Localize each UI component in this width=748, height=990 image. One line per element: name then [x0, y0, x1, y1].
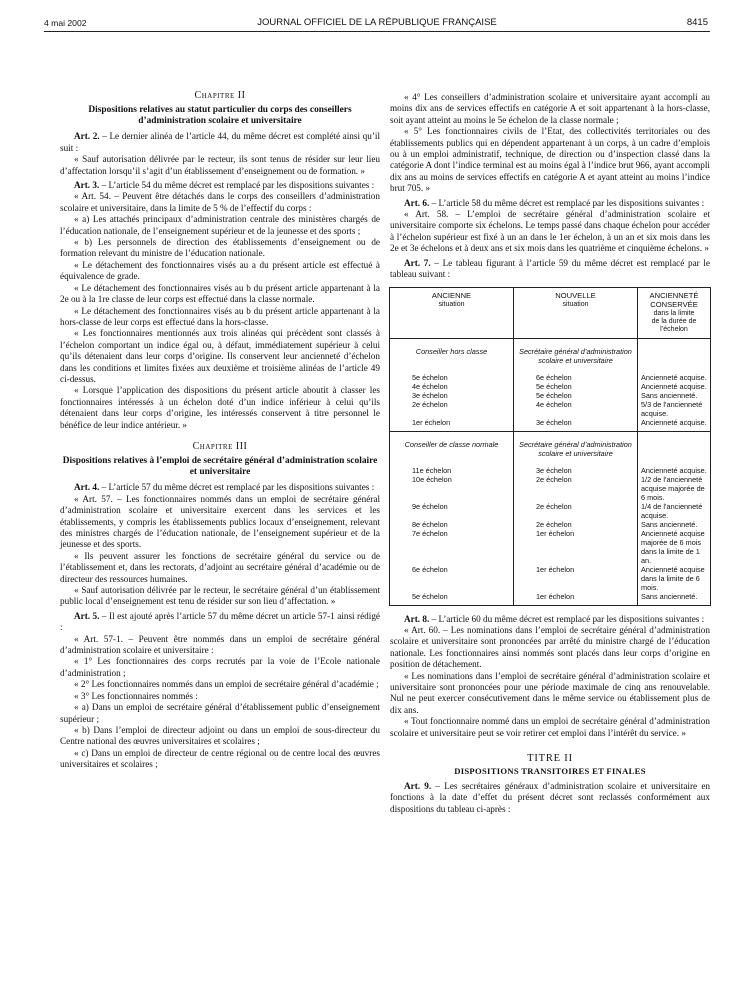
cell-new-echelon: 5e échelon: [514, 391, 638, 400]
quote-paragraph: « Tout fonctionnaire nommé dans un emploi de secrétaire général d’administration scolaire et universitaire peut se voir retirer cet emploi dans l’intérêt du service. »: [390, 716, 710, 738]
cell-seniority: Ancienneté acquise majorée de 6 mois dans la limite de 1 an.: [638, 529, 711, 565]
table-row: [390, 565, 711, 592]
table-section-head: [390, 431, 711, 466]
cell-new-echelon: 6e échelon: [514, 373, 638, 382]
quote-paragraph: « Sauf autorisation délivrée par le recteur, ils sont tenus de résider sur leur lieu d’affectation lorsqu’il s’agit d’un établissement d’enseignement ou de formation. »: [60, 154, 380, 176]
quote-paragraph: « Lorsque l’application des dispositions du présent article aboutit à classer les fonctionnaires intéressés à un échelon doté d’un indice inférieur à celui qu’ils détenaient dans leur corps d’origine, les intéressés conservent à titre personnel le bénéfice de leur indice antérieur. »: [60, 385, 380, 430]
article-label: Art. 7.: [404, 257, 431, 268]
quote-paragraph: « 2° Les fonctionnaires nommés dans un emploi de secrétaire général d’académie ;: [74, 679, 379, 690]
cell-seniority: Ancienneté acquise.: [638, 466, 711, 475]
table-row: [390, 502, 711, 520]
quote-paragraph: « Art. 57. – Les fonctionnaires nommés dans un emploi de secrétaire général d’administration scolaire et universitaire exercent dans les services et les établissements, y compris les établissements publics locaux d’enseignement, relevant des ministres chargés de l’éducation nationale, de l’enseignement supérieur et de la jeunesse et des sports.: [60, 493, 380, 550]
table-header-new: NOUVELLE situation: [514, 287, 638, 338]
table-row: [390, 592, 711, 606]
header-date: 4 mai 2002: [44, 18, 87, 28]
article-text: – Les secrétaires généraux d’administration scolaire et universitaire en fonctions à la date d’effet du présent décret sont reclassés conformément aux dispositions du tableau ci-après :: [390, 780, 710, 814]
section-old-grade: Conseiller de classe normale: [390, 431, 514, 466]
cell-new-echelon: 2e échelon: [514, 502, 638, 520]
article-paragraph: [60, 611, 380, 634]
cell-seniority: Ancienneté acquise.: [638, 382, 711, 391]
chapter-heading: Chapitre III: [192, 440, 248, 452]
article-text: – L’article 54 du même décret est remplacé par les dispositions suivantes :: [99, 180, 375, 191]
quote-paragraph: « 3° Les fonctionnaires nommés :: [74, 690, 198, 701]
cell-new-echelon: 5e échelon: [514, 382, 638, 391]
table-header-seniority: ANCIENNETÉ CONSERVÉE dans la limite de la durée de l’échelon: [638, 287, 711, 338]
cell-old-echelon: 3e échelon: [390, 391, 514, 400]
table-row: [390, 391, 711, 400]
page-header: [44, 17, 710, 32]
article-text: – Il est ajouté après l’article 57 du même décret un article 57-1 ainsi rédigé :: [60, 610, 381, 633]
article-label: Art. 5.: [74, 610, 100, 621]
quote-paragraph: « Art. 60. – Les nominations dans l’emploi de secrétaire général d’administration scolaire et universitaire sont prononcées par arrêté du ministre chargé de l’éducation nationale. Les fonctionnaires ainsi nommés sont placés dans leur corps d’origine en position de détachement.: [390, 624, 710, 670]
cell-old-echelon: 6e échelon: [390, 565, 514, 592]
cell-new-echelon: 3e échelon: [514, 418, 638, 432]
article-text: – L’article 57 du même décret est remplacé par les dispositions suivantes :: [99, 482, 375, 493]
article-paragraph: [390, 258, 710, 281]
table-section-head: [390, 338, 711, 373]
table-header-old: ANCIENNE situation: [390, 287, 514, 338]
article-text: – Le dernier alinéa de l’article 44, du même décret est complété ainsi qu’il suit :: [60, 131, 380, 153]
quote-paragraph: « c) Dans un emploi de directeur de centre régional ou de centre local des œuvres universitaires et scolaires ;: [60, 747, 380, 770]
article-label: Art. 8.: [404, 613, 430, 624]
table-row: [390, 529, 711, 565]
quote-paragraph: « Les nominations dans l’emploi de secrétaire général d’administration scolaire et universitaire sont prononcées pour une période maximale de cinq ans renouvelable. Nul ne peut exercer consécutivement dans le même service ou établissement plus de dix ans.: [390, 670, 710, 715]
cell-seniority: 1/4 de l’ancienneté acquise.: [638, 502, 711, 520]
article-paragraph: [60, 482, 380, 493]
article-paragraph: [60, 131, 380, 154]
cell-new-echelon: 1er échelon: [514, 565, 638, 592]
table-row: [390, 400, 711, 418]
article-label: Art. 9.: [404, 780, 432, 791]
quote-paragraph: « Art. 57-1. – Peuvent être nommés dans un emploi de secrétaire général d’administration scolaire et universitaire :: [60, 633, 380, 656]
article-paragraph: [60, 180, 380, 191]
cell-new-echelon: 2e échelon: [514, 520, 638, 529]
article-label: Art. 2.: [74, 131, 100, 142]
article-paragraph: [390, 198, 710, 209]
article-text: – L’article 58 du même décret est remplacé par les dispositions suivantes :: [429, 197, 705, 208]
left-column: [60, 90, 380, 771]
cell-old-echelon: 5e échelon: [390, 373, 514, 382]
article-label: Art. 3.: [74, 180, 100, 191]
cell-old-echelon: 5e échelon: [390, 592, 514, 606]
cell-new-echelon: 1er échelon: [514, 529, 638, 565]
article-paragraph: [390, 781, 710, 815]
cell-old-echelon: 8e échelon: [390, 520, 514, 529]
titre-heading: TITRE II: [527, 752, 573, 764]
cell-old-echelon: 1er échelon: [390, 418, 514, 432]
cell-old-echelon: 7e échelon: [390, 529, 514, 565]
article-label: Art. 6.: [404, 197, 430, 208]
cell-old-echelon: 10e échelon: [390, 475, 514, 502]
section-old-grade: Conseiller hors classe: [390, 338, 514, 373]
cell-seniority: Ancienneté acquise.: [638, 373, 711, 382]
cell-old-echelon: 11e échelon: [390, 466, 514, 475]
titre-subtitle: DISPOSITIONS TRANSITOIRES ET FINALES: [454, 766, 646, 777]
quote-paragraph: « Le détachement des fonctionnaires visés au b du présent article appartenant à la 2e ou à la 1re classe de leur corps est effectué dans la classe normale.: [60, 282, 380, 305]
quote-paragraph: « Le détachement des fonctionnaires visés au b du présent article appartenant à la hors-classe de leur corps est effectué dans la hors-classe.: [60, 305, 380, 327]
cell-new-echelon: 3e échelon: [514, 466, 638, 475]
article-text: – L’article 60 du même décret est remplacé par les dispositions suivantes :: [429, 613, 705, 624]
article-text: – Le tableau figurant à l’article 59 du même décret est remplacé par le tableau suivant :: [390, 257, 711, 280]
cell-seniority: Ancienneté acquise.: [638, 418, 711, 432]
cell-seniority: Sans ancienneté.: [638, 520, 711, 529]
cell-seniority: Sans ancienneté.: [638, 592, 711, 606]
section-new-grade: Secrétaire général d’administration scolaire et universitaire: [514, 338, 638, 373]
quote-paragraph: « Art. 54. – Peuvent être détachés dans le corps des conseillers d’administration scolaire et universitaire, dans la limite de 5 % de l’effectif du corps :: [60, 191, 380, 213]
table-row: [390, 373, 711, 382]
cell-seniority: Ancienneté acquise dans la limite de 6 mois.: [638, 565, 711, 592]
cell-old-echelon: 9e échelon: [390, 502, 514, 520]
quote-paragraph: « 4° Les conseillers d’administration scolaire et universitaire ayant accompli au moins dix ans de services effectifs en catégorie A et soit appartenant à la hors-classe, soit ayant atteint au moins le 5e échelon de la classe normale ;: [390, 92, 710, 125]
table-row: [390, 520, 711, 529]
quote-paragraph: « Sauf autorisation délivrée par le recteur, le secrétaire général d’un établissement public local d’enseignement est tenu de résider sur son lieu d’affectation. »: [60, 585, 380, 607]
quote-paragraph: « 1° Les fonctionnaires des corps recrutés par la voie de l’Ecole nationale d’administration ;: [60, 656, 380, 678]
quote-paragraph: « Le détachement des fonctionnaires visés au a du présent article est effectué à équivalence de grade.: [60, 259, 380, 282]
cell-old-echelon: 4e échelon: [390, 382, 514, 391]
cell-new-echelon: 4e échelon: [514, 400, 638, 418]
quote-paragraph: « Art. 58. – L’emploi de secrétaire général d’administration scolaire et universitaire comporte six échelons. Le temps passé dans chaque échelon pour accéder à l’échelon supérieur est fixé à un an dans le 1er échelon, à un an et six mois dans les 2e et 3e échelons et à deux ans et six mois dans les quatrième et cinquième échelons. »: [390, 209, 710, 254]
article-label: Art. 4.: [74, 482, 100, 493]
header-journal-title: JOURNAL OFFICIEL DE LA RÉPUBLIQUE FRANÇAISE: [257, 17, 497, 28]
reclassification-table: [389, 287, 711, 606]
section-new-grade: Secrétaire général d’administration scolaire et universitaire: [514, 431, 638, 466]
cell-new-echelon: 2e échelon: [514, 475, 638, 502]
chapter-heading: Chapitre II: [194, 90, 246, 101]
cell-seniority: Sans ancienneté.: [638, 391, 711, 400]
quote-paragraph: « Les fonctionnaires mentionnés aux trois alinéas qui précèdent sont classés à l’échelon comportant un indice égal ou, à défaut, immédiatement supérieur à celui qu’ils détenaient dans leur corps d’origine. Ils conservent leur ancienneté d’échelon dans les conditions et limites fixées aux deuxième et troisième alinéas de l’article 49 ci-dessus.: [60, 328, 380, 384]
chapter-title: Dispositions relatives à l’emploi de secrétaire général d’administration scolaire et universitaire: [62, 456, 378, 478]
cell-seniority: 5/3 de l’ancienneté acquise.: [638, 400, 711, 418]
quote-paragraph: « b) Les personnels de direction des établissements d’enseignement ou de formation relevant du ministre de l’éducation nationale.: [60, 237, 380, 259]
table-row: [390, 382, 711, 391]
header-page-number: 8415: [686, 17, 708, 28]
quote-paragraph: « a) Dans un emploi de secrétaire général d’établissement public d’enseignement supérieur ;: [60, 702, 380, 724]
quote-paragraph: « 5° Les fonctionnaires civils de l’Etat, des collectivités territoriales ou des établissements publics qui en dépendent appartenant à un corps, à un cadre d’emplois ou à un emploi administratif, technique, de direction ou d’inspection classé dans la catégorie A dont l’indice terminal est au moins égal à l’indice brut 966, ayant accompli dix ans au moins de services effectifs en catégorie A et ayant atteint au moins l’indice brut 705. »: [390, 126, 710, 194]
quote-paragraph: « a) Les attachés principaux d’administration centrale des ministères chargés de l’éducation nationale, de l’enseignement supérieur et de la jeunesse et des sports ;: [60, 214, 380, 236]
quote-paragraph: « Ils peuvent assurer les fonctions de secrétaire général du service ou de l’établissement et, dans les rectorats, d’adjoint au secrétaire général d’académie ou de directeur des ressources humaines.: [60, 550, 380, 584]
article-paragraph: [390, 614, 710, 625]
quote-paragraph: « b) Dans l’emploi de directeur adjoint ou dans un emploi de sous-directeur du Centre national des œuvres universitaires et scolaires ;: [60, 724, 380, 747]
table-row: [390, 466, 711, 475]
table-row: [390, 475, 711, 502]
cell-seniority: 1/2 de l’ancienneté acquise majorée de 6 mois.: [638, 475, 711, 502]
chapter-title: Dispositions relatives au statut particulier du corps des conseillers d’administration scolaire et universitaire: [88, 105, 352, 127]
cell-old-echelon: 2e échelon: [390, 400, 514, 418]
table-row: [390, 418, 711, 432]
right-column: [390, 92, 710, 815]
cell-new-echelon: 1er échelon: [514, 592, 638, 606]
